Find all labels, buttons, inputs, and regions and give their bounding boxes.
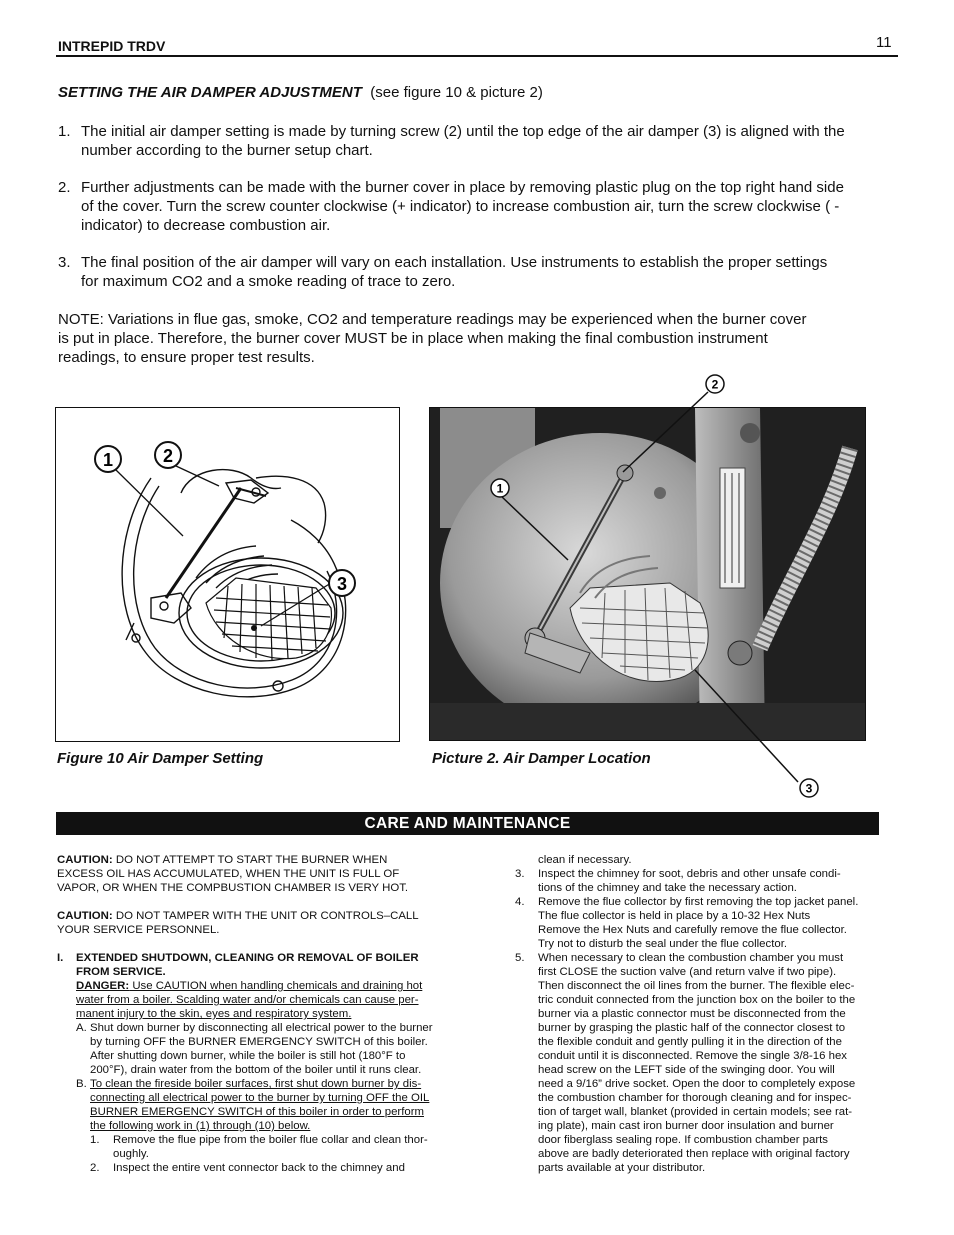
step-text-line: Further adjustments can be made with the burner cover in place by removing plastic plug on the top right hand side [81,179,844,196]
step-text-line: for maximum CO2 and a smoke reading of trace to zero. [81,273,456,290]
caution-2: CAUTION: DO NOT TAMPER WITH THE UNIT OR CONTROLS–CALL YOUR SERVICE PERSONNEL. [57,910,419,936]
step-text-line: The final position of the air damper will vary on each installation. Use instruments to establish the proper settings [81,254,828,271]
figure-callout-1 [95,446,121,472]
step-text-line: number according to the burner setup chart. [81,142,373,159]
note-line: is put in place. Therefore, the burner cover MUST be in place when making the final combustion instrument [58,330,768,347]
care-left-column [57,853,452,1175]
svg-text:1: 1 [102,450,114,470]
picture-callout-3 [800,779,818,797]
substep-5: 5. When necessary to clean the combustion chamber you must first CLOSE the suction valve (and return valve if two pipe). Then disconnect the oil lines from the burner. The flexible elec- tric conduit connected from the junction box on the boiler to the burner via a plastic connector must be disconnected from the burner by grasping the plastic half of the connector closest to the flexible conduit and gently pulling it in the direction of the conduit until it is disconnected. Remove the single 3/8-16 hex head screw on the LEFT side of the swinging door. You will need a 9/16” drive socket. Open the door to completely expose the combustion chamber for thorough cleaning and for inspec- tion of target wall, blanket (provided in certain models; see rat- ing plate), main cast iron burner door insulation and burner door fiberglass sealing rope. If combustion chamber parts above are badly deteriorated then replace with original factory parts available at your distributor. [515,952,856,1174]
svg-text:2: 2 [711,377,719,392]
figure-10-air-damper-drawing [55,407,400,742]
document-header-title: INTREPID TRDV [58,38,166,54]
step-text-line: The initial air damper setting is made by turning screw (2) until the top edge of the air damper (3) is aligned with the [81,123,845,140]
section-title [58,84,543,101]
danger-note: DANGER: Use CAUTION when handling chemicals and draining hot water from a boiler. Scalding water and/or chemicals can cause per- manent injury to the skin, eyes and respiratory system. [76,980,423,1020]
figure-callout-3 [329,570,355,596]
substep-2: 2. Inspect the entire vent connector back to the chimney and [90,1162,405,1174]
step-3 [58,253,898,293]
svg-text:2: 2 [162,446,174,466]
substep-1: 1. Remove the flue pipe from the boiler flue collar and clean thor- oughly. [90,1134,428,1160]
note-line: readings, to ensure proper test results. [58,349,315,366]
svg-text:1: 1 [496,481,504,496]
section-i-heading: I. EXTENDED SHUTDOWN, CLEANING OR REMOVAL OF BOILER FROM SERVICE. [57,952,419,978]
item-a: A. Shut down burner by disconnecting all electrical power to the burner by turning OFF the BURNER EMERGENCY SWITCH of this boiler. After shutting down burner, while the boiler is still hot (180°F to 200°F), drain water from the bottom of the boiler until it runs clear. [76,1022,433,1076]
air-damper-line-drawing [56,408,399,741]
substep-2-continued: clean if necessary. [538,854,632,866]
care-maintenance-heading: CARE AND MAINTENANCE [56,812,879,835]
step-number: 2. [58,179,71,196]
substep-3: 3. Inspect the chimney for soot, debris and other unsafe condi- tions of the chimney and take the necessary action. [515,868,841,894]
care-right-column [515,853,885,1181]
caution-label: CAUTION: [57,854,113,866]
header-rule [56,55,898,57]
svg-text:3: 3 [805,781,813,796]
page-number: 11 [876,34,892,51]
step-number: 1. [58,123,71,140]
step-1 [58,122,898,162]
picture-callout-2 [706,375,724,393]
section-title-bold: SETTING THE AIR DAMPER ADJUSTMENT [58,84,362,101]
step-text-line: indicator) to decrease combustion air. [81,217,331,234]
figure-callout-2 [155,442,181,468]
section-title-reference: (see figure 10 & picture 2) [370,84,543,101]
figure-10-caption: Figure 10 Air Damper Setting [57,750,264,767]
note-line: NOTE: Variations in flue gas, smoke, CO2 and temperature readings may be experienced when the burner cover [58,311,807,328]
substep-4: 4. Remove the flue collector by first removing the top jacket panel. The flue collector is held in place by a 10-32 Hex Nuts Remove the Hex Nuts and carefully remove the flue collector. Try not to disturb the seal under the flue collector. [515,896,859,950]
svg-text:3: 3 [336,574,348,594]
danger-label: DANGER: [76,980,130,992]
caution-1: CAUTION: DO NOT ATTEMPT TO START THE BURNER WHEN EXCESS OIL HAS ACCUMULATED, WHEN THE UNIT IS FULL OF VAPOR, OR WHEN THE COMPBUSTION CHAMBER IS VERY HOT. [57,854,409,894]
step-number: 3. [58,254,71,271]
picture-callout-overlay [420,370,820,802]
picture-callout-1 [491,479,509,497]
note-paragraph [58,310,898,367]
caution-label: CAUTION: [57,910,113,922]
step-2 [58,178,898,238]
step-text-line: of the cover. Turn the screw counter clockwise (+ indicator) to increase combustion air, turn the screw clockwise ( - [81,198,840,215]
picture-2-caption: Picture 2. Air Damper Location [432,750,651,767]
item-b: B. To clean the fireside boiler surfaces, first shut down burner by dis- connecting all electrical power to the burner by turning OFF the OIL BURNER EMERGENCY SWITCH of this boiler in order to perform the following work in (1) through (10) below. [76,1078,430,1132]
